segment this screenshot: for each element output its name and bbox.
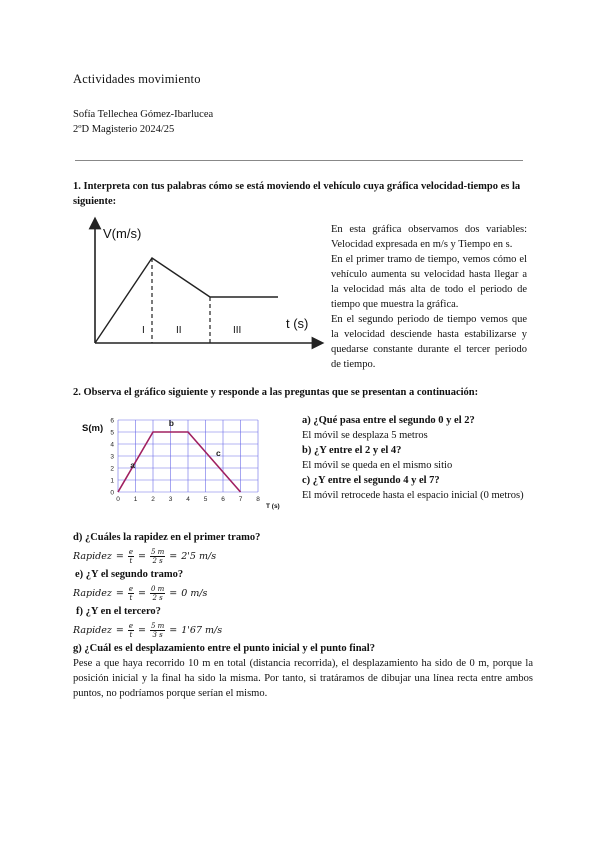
position-line <box>118 432 241 492</box>
x-tick-label: 4 <box>186 496 190 503</box>
x-tick-label: 0 <box>116 496 120 503</box>
answer-b: El móvil se queda en el mismo sitio <box>302 460 453 471</box>
fraction: $\frac{e}{t}$ <box>128 621 133 639</box>
y-tick-label: 0 <box>110 489 114 497</box>
question-2: 2. Observa el gráfico siguiente y responde a las preguntas que se presentan a continuación: <box>73 387 479 398</box>
answers-abc <box>302 413 530 503</box>
answer-a: El móvil se desplaza 5 metros <box>302 430 428 441</box>
x-tick-label: 6 <box>221 496 225 503</box>
segment-label-3: III <box>233 325 242 336</box>
x-tick-label: 5 <box>203 496 208 503</box>
x-tick-label: 8 <box>256 496 260 503</box>
document-title: Actividades movimiento <box>73 72 201 86</box>
question-b: b) ¿Y entre el 2 y el 4? <box>302 445 402 456</box>
y-tick-label: 5 <box>110 429 114 437</box>
question-1: 1. Interpreta con tus palabras cómo se está moviendo el vehículo cuya gráfica velocidad-tiempo es la siguiente: <box>73 181 521 207</box>
fraction: $\frac{5 m}{2 s}$ <box>150 547 165 565</box>
question-f: f) ¿Y en el tercero? <box>76 606 161 617</box>
formula-result: 0 m/s <box>181 587 208 599</box>
formula-result: 2'5 m/s <box>181 550 217 562</box>
segment-label-2: II <box>176 325 182 336</box>
formula-e: Rapidez = $\frac{e}{t}$ = $\frac{0 m}{2 s}$ = 0 m/s <box>73 584 208 602</box>
formula-result: 1'67 m/s <box>181 624 223 636</box>
segment-label: c <box>216 448 221 458</box>
answers-defg <box>73 530 533 701</box>
segment-label: b <box>168 418 174 428</box>
question-g: g) ¿Cuál es el desplazamiento entre el punto inicial y el punto final? <box>73 643 375 654</box>
segment-label-1: I <box>142 325 145 336</box>
question-e: e) ¿Y el segundo tramo? <box>75 569 184 580</box>
t-axis-label: t (s) <box>286 316 309 331</box>
answer-c: El móvil retrocede hasta el espacio inicial (0 metros) <box>302 490 524 501</box>
answer-1-p3: En el segundo periodo de tiempo vemos que la velocidad desciende hasta estabilizarse y quedarse constante durante el tercer periodo de tiempo. <box>331 314 527 370</box>
fraction: $\frac{0 m}{2 s}$ <box>150 584 165 602</box>
author-block <box>73 107 213 137</box>
fraction: $\frac{e}{t}$ <box>128 584 133 602</box>
divider <box>75 160 523 161</box>
answer-g: Pese a que haya recorrido 10 m en total (distancia recorrida), el desplazamiento ha sido de 0 m, porque la posición inicial y la final ha sido la misma. Por tanto, si tratáramos de dibujar una línea recta entre ambos puntos, no podríamos porque serían el mismo. <box>73 658 533 699</box>
fraction: $\frac{5 m}{3 s}$ <box>150 621 165 639</box>
x-tick-label: 1 <box>133 496 138 503</box>
answer-1 <box>331 222 527 372</box>
formula-d: Rapidez = $\frac{e}{t}$ = $\frac{5 m}{2 s}$ = 2'5 m/s <box>73 547 217 565</box>
formula-lhs: Rapidez <box>73 587 112 599</box>
velocity-time-graph <box>80 215 330 355</box>
y-tick-label: 2 <box>110 465 114 473</box>
y-tick-label: 4 <box>110 441 114 449</box>
formula-lhs: Rapidez <box>73 550 112 562</box>
x-tick-label: 7 <box>238 496 243 503</box>
y-tick-label: 6 <box>110 417 114 425</box>
y-axis-label: S(m) <box>82 423 104 434</box>
x-axis-label: T (s) <box>266 503 280 510</box>
y-tick-label: 1 <box>110 477 114 485</box>
x-tick-label: 3 <box>168 496 173 503</box>
x-tick-label: 2 <box>151 496 155 503</box>
question-c: c) ¿Y entre el segundo 4 y el 7? <box>302 475 440 486</box>
position-time-chart <box>80 412 295 512</box>
velocity-line <box>95 258 278 343</box>
question-a: a) ¿Qué pasa entre el segundo 0 y el 2? <box>302 415 475 426</box>
author-name: Sofía Tellechea Gómez-Ibarlucea <box>73 109 214 120</box>
formula-lhs: Rapidez <box>73 624 112 636</box>
answer-1-p2: En el primer tramo de tiempo, vemos cómo el vehículo aumenta su velocidad hasta llegar a la velocidad más alta de todo el periodo de tiempo que muestra la gráfica. <box>331 254 527 310</box>
v-axis-label: V(m/s) <box>103 226 142 241</box>
fraction: $\frac{e}{t}$ <box>128 547 133 565</box>
course-name: 2ºD Magisterio 2024/25 <box>73 124 175 135</box>
y-tick-label: 3 <box>110 453 114 461</box>
formula-f: Rapidez = $\frac{e}{t}$ = $\frac{5 m}{3 s}$ = 1'67 m/s <box>73 621 223 639</box>
question-d: d) ¿Cuáles la rapidez en el primer tramo? <box>73 532 261 543</box>
answer-1-p1: En esta gráfica observamos dos variables: Velocidad expresada en m/s y Tiempo en s. <box>331 224 527 250</box>
segment-label: a <box>130 460 135 470</box>
